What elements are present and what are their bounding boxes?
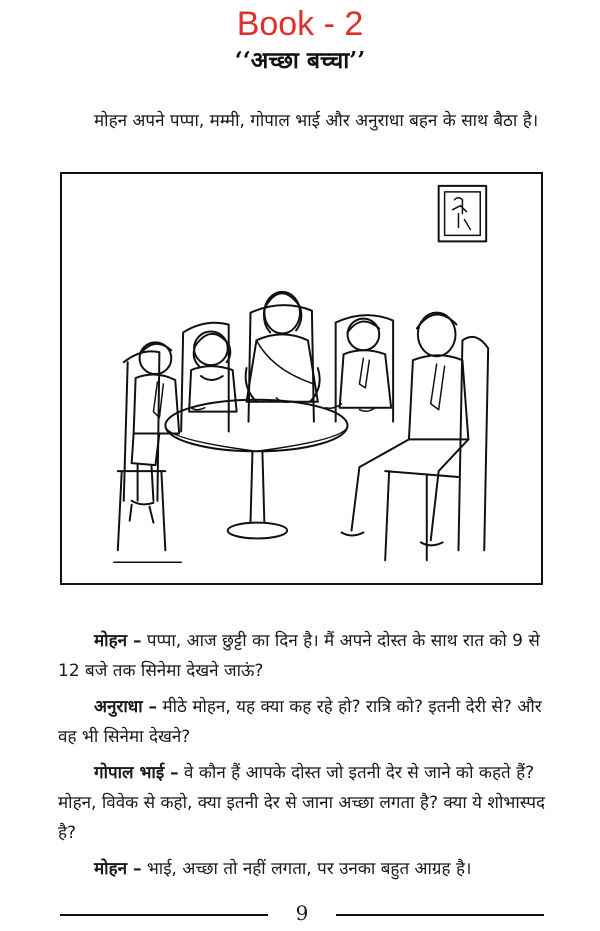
father-legs [352,439,469,540]
dialogue-line [58,758,552,848]
speaker-name: मोहन – [94,631,142,651]
page-number: 9 [295,901,309,925]
speaker-name: अनुराधा – [94,697,158,717]
dialogue-section [58,626,552,890]
chair-front-right [385,471,458,560]
table-base [228,523,287,539]
dialogue-text: मीठे मोहन, यह क्या कह रहे हो? रात्रि को? इतनी देरी से? और वह भी सिनेमा देखने? [58,697,542,747]
family-illustration [60,172,543,585]
speaker-name: मोहन – [94,859,142,879]
table-pedestal [250,451,264,522]
intro-paragraph: मोहन अपने पप्पा, मम्मी, गोपाल भाई और अनुराधा बहन के साथ बैठा है। [94,111,539,131]
dialogue-line [58,692,552,752]
family-at-table-drawing [62,174,541,583]
boy-left-shirt [134,374,180,433]
dialogue-text: वे कौन हैं आपके दोस्त जो इतनी देर से जाने को कहते हैं? मोहन, विवेक से कहो, क्या इतनी देर से जाना अच्छा लगता है? क्या ये शोभास्पद है? [58,763,546,843]
mother-head [264,292,300,334]
dialogue-text: भाई, अच्छा तो नहीं लगता, पर उनका बहुत आग्रह है। [141,859,472,879]
father-shirt [409,355,468,439]
page-footer [60,898,544,928]
round-table-top [165,400,347,451]
book-label: Book - 2 [236,5,364,43]
footer-rule-right [336,914,544,916]
story-title: ‘‘अच्छा बच्चा’’ [234,47,366,74]
dialogue-text: पप्पा, आज छुट्टी का दिन है। मैं अपने दोस्त के साथ रात को 9 से 12 बजे तक सिनेमा देखने जाऊं? [58,631,540,681]
boy-right-shirt [340,350,391,407]
dialogue-line [58,626,552,686]
boy-right-head [348,319,380,351]
dialogue-line [58,854,552,884]
speaker-name: गोपाल भाई – [94,763,179,783]
girl-head [194,331,228,365]
